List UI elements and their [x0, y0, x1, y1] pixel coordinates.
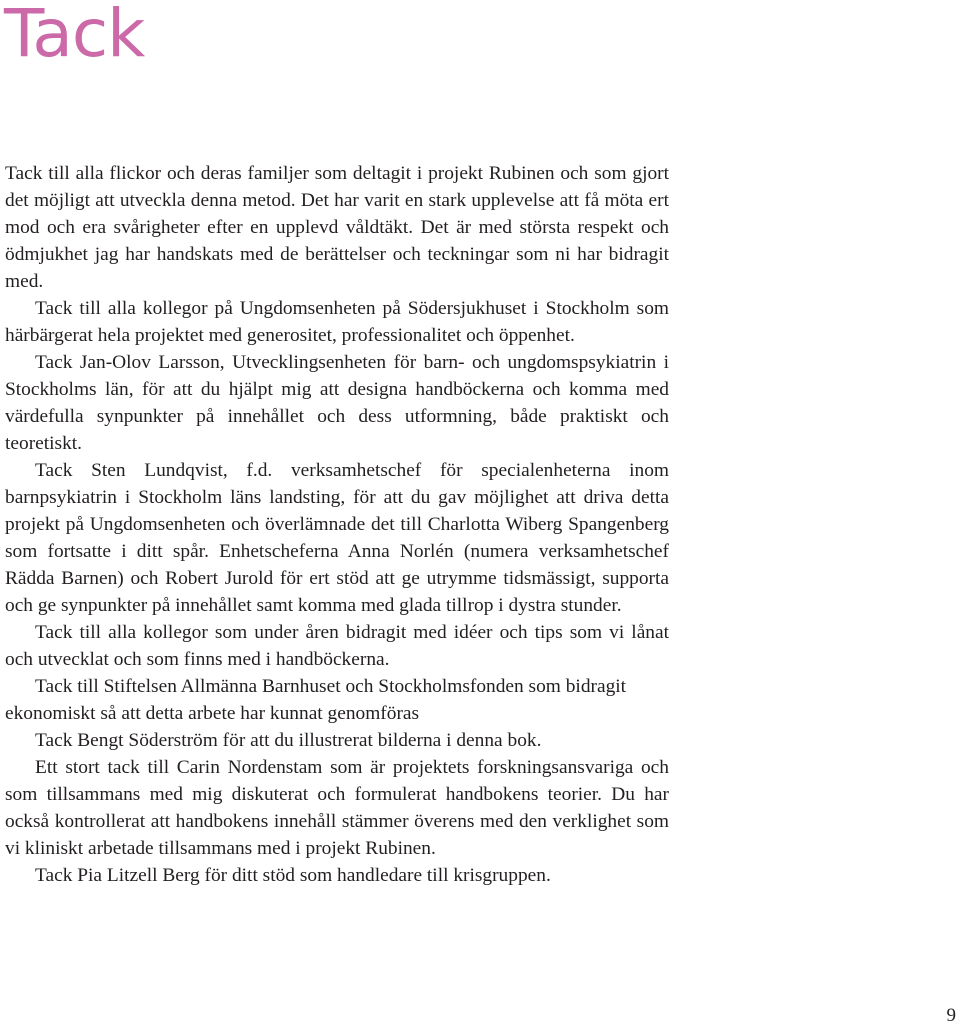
paragraph-colleagues-ideas: Tack till alla kollegor som under åren bidragit med idéer och tips som vi lånat och utvecklat och som finns med i handböckerna. [5, 622, 669, 670]
paragraph-pia-litzell-berg: Tack Pia Litzell Berg för ditt stöd som handledare till krisgruppen. [35, 865, 551, 886]
paragraph-carin-nordenstam: Ett stort tack till Carin Nordenstam som är projektets forskningsansvariga och som tillsammans med mig diskuterat och formulerat handbokens teorier. Du har också kontrollerat att handbokens innehåll stämmer överens med den verklighet som vi kliniskt arbetade tillsammans med i projekt Rubinen. [5, 757, 669, 859]
paragraph-illustrator: Tack Bengt Söderström för att du illustrerat bilderna i denna bok. [35, 730, 542, 751]
paragraph-sten-lundqvist: Tack Sten Lundqvist, f.d. verksamhetschef för specialenheterna inom barnpsykiatrin i Stockholm läns landsting, för att du gav möjlighet att driva detta projekt på Ungdomsenheten och överlämnade det till Charlotta Wiberg Spangenberg som fortsatte i ditt spår. Enhetscheferna Anna Norlén (numera verksamhetschef Rädda Barnen) och Robert Jurold för ert stöd att ge utrymme tidsmässigt, supporta och ge synpunkter på innehållet samt komma med glada tillrop i dystra stunder. [5, 460, 669, 616]
page-number: 9 [946, 1005, 956, 1026]
paragraph-jan-olov-larsson: Tack Jan-Olov Larsson, Utvecklingsenheten för barn- och ungdomspsykiatrin i Stockholms län, för att du hjälpt mig att designa handböckerna och komma med värdefulla synpunkter på innehållet och dess utformning, både praktiskt och teoretiskt. [5, 352, 669, 454]
paragraph-colleagues-sodersjukhuset: Tack till alla kollegor på Ungdomsenheten på Södersjukhuset i Stockholm som härbärgerat hela projektet med generositet, professionalitet och öppenhet. [5, 298, 669, 346]
acknowledgements-text [5, 160, 669, 889]
page-title: Tack [4, 0, 145, 72]
paragraph-funders: Tack till Stiftelsen Allmänna Barnhuset och Stockholmsfonden som bidragit ekonomiskt så att detta arbete har kunnat genomföras [5, 676, 627, 724]
paragraph-families: Tack till alla flickor och deras familjer som deltagit i projekt Rubinen och som gjort det möjligt att utveckla denna metod. Det har varit en stark upplevelse att få möta ert mod och era svårigheter efter en upplevd våldtäkt. Det är med största respekt och ödmjukhet jag har handskats med de berättelser och teckningar som ni har bidragit med. [5, 163, 669, 292]
